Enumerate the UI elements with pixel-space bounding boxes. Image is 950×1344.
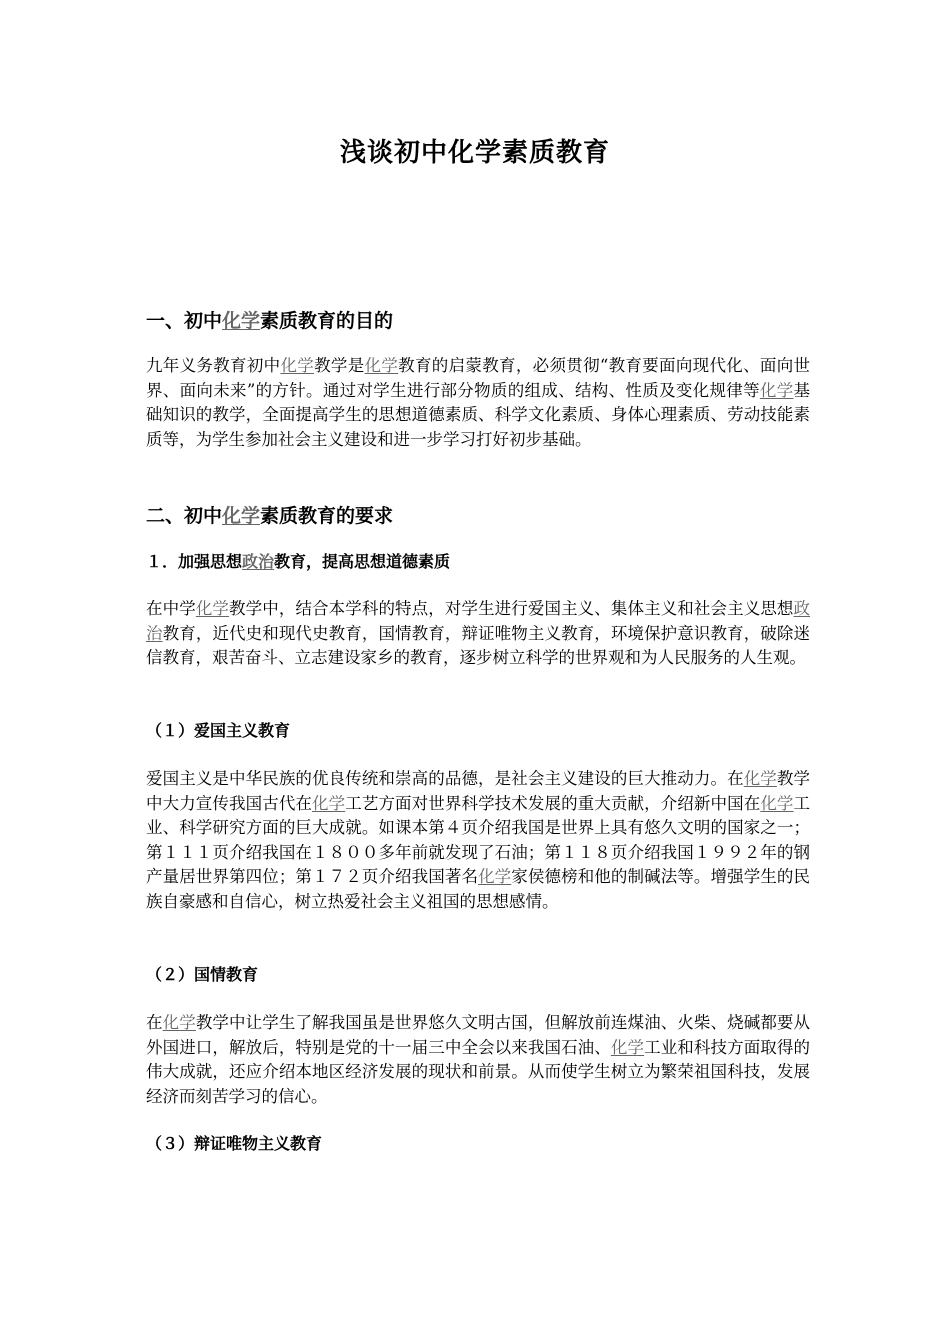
subheading-dialectical-materialism: （３）辩证唯物主义教育 xyxy=(146,1134,323,1153)
keyword-link-chemistry[interactable]: 化学 xyxy=(760,793,794,813)
keyword-link-chemistry[interactable]: 化学 xyxy=(280,356,315,375)
paragraph-purpose xyxy=(146,354,810,452)
paragraph-text: 教学中大力宣传我国古代在 xyxy=(146,769,811,813)
paragraph-text: 教学中让学生了解我国虽是世界悠久文明古国，但解放前连煤油、火柴、烧碱都要从外国进口，解放后，特别是党的十一届三中全会以来我国石油、 xyxy=(146,1013,811,1057)
document-title: 浅谈初中化学素质教育 xyxy=(339,138,610,168)
keyword-link-chemistry[interactable]: 化学 xyxy=(312,793,346,813)
paragraph-text: 爱国主义是中华民族的优良传统和崇高的品德，是社会主义建设的巨大推动力。在 xyxy=(146,769,744,788)
keyword-link-politics[interactable]: 政治 xyxy=(146,599,811,643)
keyword-link-chemistry[interactable]: 化学 xyxy=(222,310,261,332)
paragraph-text: 教育的启蒙教育，必须贯彻“教育要面向现代化、面向世界、面向未来”的方针。通过对学生进行部分物质的组成、结构、性质及变化规律等 xyxy=(146,356,811,400)
section-heading-purpose xyxy=(146,308,826,334)
keyword-link-chemistry[interactable]: 化学 xyxy=(195,599,230,618)
paragraph-patriotism xyxy=(146,767,810,914)
item-heading-political-education xyxy=(146,551,826,573)
heading-text: 素质教育的目的 xyxy=(260,310,394,332)
paragraph-text: 教学中，结合本学科的特点，对学生进行爱国主义、集体主义和社会主义思想 xyxy=(229,599,794,618)
paragraph-text: 工业、科学研究方面的巨大成就。如课本第４页介绍我国是世界上具有悠久文明的国家之一；第１１１页介绍我国在１８００多年前就发现了石油；第１１８页介绍我国１９９２年的钢产量居世界第四位；第１７２页介绍我国著名 xyxy=(146,793,811,886)
keyword-link-chemistry[interactable]: 化学 xyxy=(743,769,777,788)
paragraph-political-education xyxy=(146,597,810,671)
heading-text: １．加强思想 xyxy=(146,552,243,571)
keyword-link-chemistry[interactable]: 化学 xyxy=(364,356,399,375)
paragraph-text: 在中学 xyxy=(146,599,196,618)
paragraph-text: 九年义务教育初中 xyxy=(146,356,281,375)
keyword-link-chemistry[interactable]: 化学 xyxy=(610,1037,645,1057)
keyword-link-chemistry[interactable]: 化学 xyxy=(759,380,794,400)
paragraph-text: 基础知识的教学，全面提高学生的思想道德素质、科学文化素质、身体心理素质、劳动技能素质等，为学生参加社会主义建设和进一步学习打好初步基础。 xyxy=(146,380,811,449)
section-heading-requirements xyxy=(146,503,826,529)
paragraph-text: 工艺方面对世界科学技术发展的重大贡献，介绍新中国在 xyxy=(345,793,761,813)
heading-text: 教育，提高思想道德素质 xyxy=(274,552,451,571)
paragraph-text: 家侯德榜和他的制碱法等。增强学生的民族自豪感和自信心，树立热爱社会主义祖国的思想感情。 xyxy=(146,867,811,911)
keyword-link-chemistry[interactable]: 化学 xyxy=(162,1013,196,1032)
paragraph-text: 教学是 xyxy=(314,356,365,375)
subheading-patriotism: （１）爱国主义教育 xyxy=(146,721,291,740)
heading-text: 二、初中 xyxy=(146,505,223,527)
keyword-link-chemistry[interactable]: 化学 xyxy=(222,505,261,527)
paragraph-text: 工业和科技方面取得的伟大成就，还应介绍本地区经济发展的现状和前景。从而使学生树立为繁荣祖国科技，发展经济而刻苦学习的信心。 xyxy=(146,1037,811,1106)
heading-text: 素质教育的要求 xyxy=(260,505,394,527)
paragraph-national-conditions xyxy=(146,1011,810,1109)
paragraph-text: 教育，近代史和现代史教育，国情教育，辩证唯物主义教育，环境保护意识教育，破除迷信教育，艰苦奋斗、立志建设家乡的教育，逐步树立科学的世界观和为人民服务的人生观。 xyxy=(146,623,811,667)
paragraph-text: 在 xyxy=(146,1013,163,1032)
subheading-national-conditions: （２）国情教育 xyxy=(146,965,259,984)
heading-text: 一、初中 xyxy=(146,310,223,332)
keyword-link-politics[interactable]: 政治 xyxy=(242,552,275,571)
keyword-link-chemistry[interactable]: 化学 xyxy=(478,867,512,886)
